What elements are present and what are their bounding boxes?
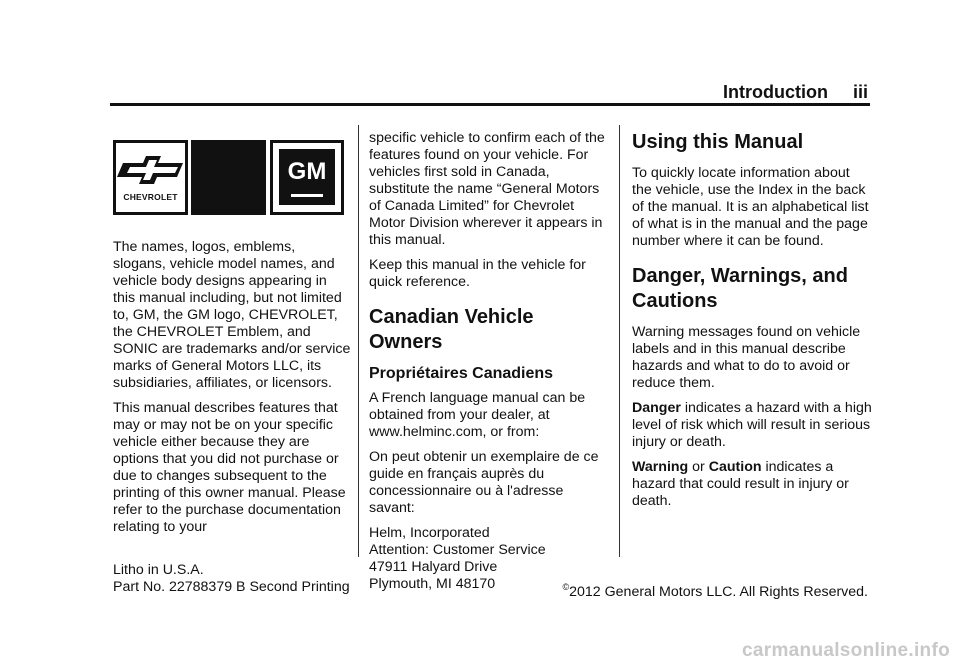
column-right	[632, 130, 872, 518]
gm-mark: GM	[279, 149, 335, 205]
french-manual-paragraph: A French language manual can be obtained from your dealer, at www.helminc.com, or from:	[369, 390, 586, 440]
french-paragraph: On peut obtenir un exemplaire de ce guide en français auprès du concessionnaire ou à l'adresse savant:	[369, 449, 599, 516]
features-continued-paragraph: specific vehicle to confirm each of the features found on your vehicle. For vehicles first sold in Canada, substitute the name “General Motors of Canada Limited” for Chevrolet Motor Division wherever it appears in this manual.	[369, 130, 605, 248]
address-line: Helm, Incorporated	[369, 525, 490, 541]
address-line: Plymouth, MI 48170	[369, 576, 496, 592]
address-line: Attention: Customer Service	[369, 542, 546, 558]
warning-caution-paragraph	[632, 459, 872, 510]
canadian-owners-heading: Canadian Vehicle Owners	[369, 306, 534, 353]
danger-warnings-heading: Danger, Warnings, and Cautions	[632, 265, 848, 312]
page-header	[110, 78, 870, 106]
keep-manual-paragraph: Keep this manual in the vehicle for quick reference.	[369, 257, 586, 290]
features-paragraph: This manual describes features that may or may not be on your specific vehicle either because they are options that you did not purchase or due to changes subsequent to the printing of this owner manual. Please refer to the purchase documentation relating to your	[113, 400, 346, 535]
danger-term: Danger	[632, 400, 681, 416]
column-divider	[619, 125, 620, 557]
part-number-text: Part No. 22788379 B Second Printing	[113, 579, 350, 595]
brand-logos	[113, 140, 351, 215]
danger-description: indicates a hazard with a high level of risk which will result in serious injury or death.	[632, 400, 872, 450]
chevrolet-wordmark: CHEVROLET	[123, 192, 178, 202]
proprietaires-heading: Propriétaires Canadiens	[369, 365, 554, 382]
caution-term: Caution	[708, 459, 762, 475]
copyright-notice	[562, 579, 868, 601]
column-left	[113, 140, 351, 544]
gm-logo	[270, 140, 344, 215]
watermark: carmanualsonline.info	[742, 640, 950, 661]
caution-description: indicates a hazard that could result in injury or death.	[632, 459, 849, 509]
chevrolet-logo	[113, 140, 188, 215]
warning-term: Warning	[632, 459, 689, 475]
danger-paragraph	[632, 400, 872, 451]
copyright-text: 2012 General Motors LLC. All Rights Reserved.	[569, 584, 868, 600]
address-line: 47911 Halyard Drive	[369, 559, 498, 575]
column-middle	[369, 130, 609, 601]
or-text: or	[688, 459, 709, 475]
column-divider	[358, 125, 359, 557]
trademark-paragraph: The names, logos, emblems, slogans, vehicle model names, and vehicle body designs appearing in this manual including, but not limited to, GM, the GM logo, CHEVROLET, the CHEVROLET Emblem, and SONIC are trademarks and/or service marks of General Motors LLC, its subsidiaries, affiliates, or licensors.	[113, 239, 351, 391]
section-title: Introduction	[723, 82, 828, 102]
copyright-symbol: ©	[562, 582, 570, 592]
warning-messages-paragraph: Warning messages found on vehicle labels and in this manual describe hazards and what to do to avoid or reduce them.	[632, 324, 861, 391]
litho-text: Litho in U.S.A.	[113, 562, 204, 578]
footer-printing-info	[113, 562, 350, 596]
black-logo-panel	[191, 140, 266, 215]
index-paragraph: To quickly locate information about the vehicle, use the Index in the back of the manual. It is an alphabetical list of what is in the manual and the page number where it can be found.	[632, 165, 869, 249]
chevrolet-bowtie-icon	[116, 145, 185, 195]
page-number: iii	[852, 82, 868, 102]
using-manual-heading: Using this Manual	[632, 131, 804, 153]
